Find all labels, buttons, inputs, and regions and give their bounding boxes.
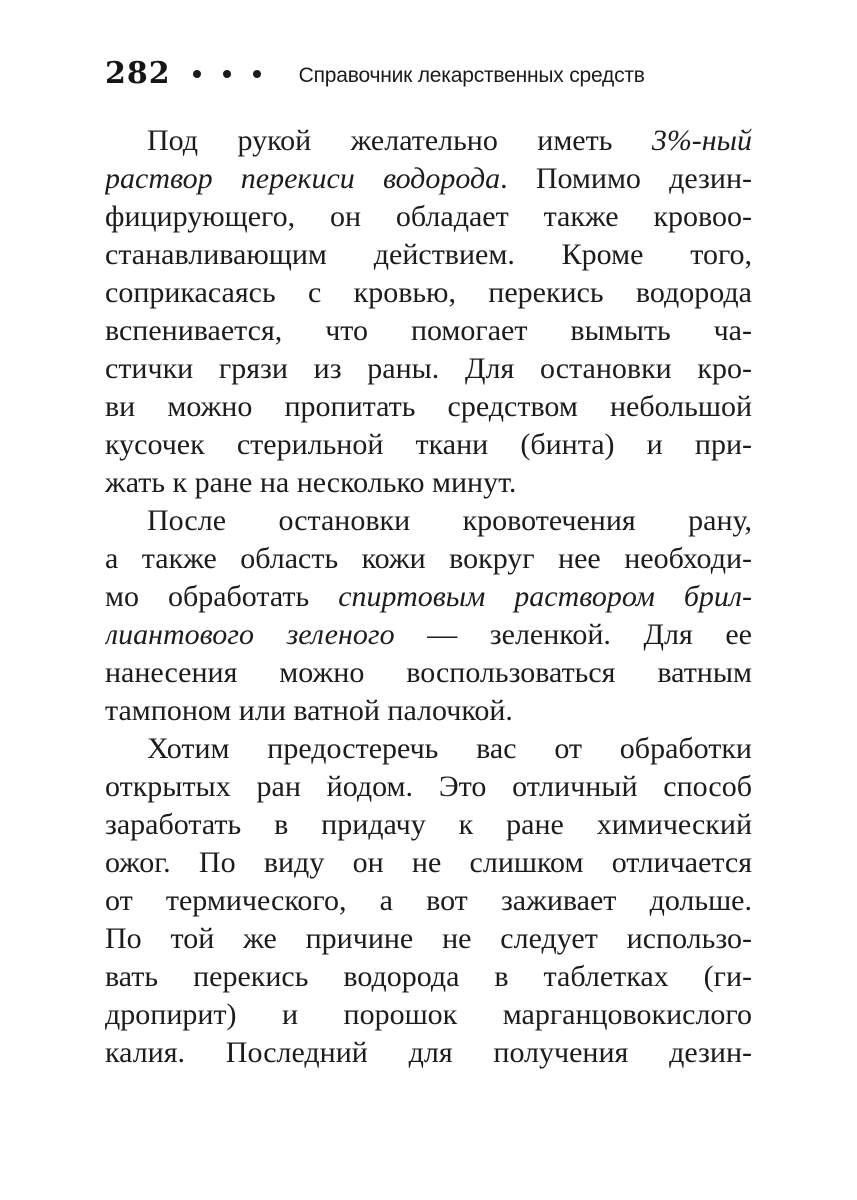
text-line	[105, 882, 752, 920]
bullet-dot-icon	[223, 70, 231, 78]
italic-text-segment: раствор перекиси водорода	[105, 162, 501, 195]
text-segment: вспенивается, что помогает вымыть ча-	[105, 314, 752, 347]
italic-text-segment: лиантового зеленого	[105, 618, 395, 651]
text-segment: По той же причине не следует использо-	[105, 922, 752, 955]
text-segment: дропирит) и порошок марганцовокислого	[105, 998, 752, 1031]
text-line	[105, 312, 752, 350]
text-segment: мо обработать	[105, 580, 339, 613]
bullet-dot-icon	[193, 70, 201, 78]
page-body	[105, 122, 752, 1072]
text-line	[105, 236, 752, 274]
text-line	[105, 540, 752, 578]
text-line	[105, 160, 752, 198]
paragraph	[105, 502, 752, 730]
italic-text-segment: спиртовым раствором брил-	[338, 580, 752, 613]
text-segment: стички грязи из раны. Для остановки кро-	[105, 352, 752, 385]
text-segment: а также область кожи вокруг нее необходи-	[105, 542, 752, 575]
header-bullets-icon	[193, 70, 283, 78]
text-line	[105, 996, 752, 1034]
text-segment: заработать в придачу к ране химический	[105, 808, 752, 841]
paragraph	[105, 730, 752, 1072]
text-line	[105, 654, 752, 692]
text-segment: тампоном или ватной палочкой.	[105, 694, 513, 727]
text-segment: кусочек стерильной ткани (бинта) и при-	[105, 428, 752, 461]
text-line	[105, 1034, 752, 1072]
text-segment: нанесения можно воспользоваться ватным	[105, 656, 752, 689]
book-title: Справочник лекарственных средств	[298, 63, 645, 87]
text-line	[105, 578, 752, 616]
text-line	[105, 616, 752, 654]
text-line	[105, 350, 752, 388]
text-segment: станавливающим действием. Кроме того,	[105, 238, 752, 271]
text-line	[105, 122, 752, 160]
text-line	[105, 730, 752, 768]
text-segment: фицирующего, он обладает также кровоо-	[105, 200, 752, 233]
text-line	[105, 502, 752, 540]
text-line	[105, 198, 752, 236]
text-line	[105, 426, 752, 464]
text-line	[105, 388, 752, 426]
text-segment: ви можно пропитать средством небольшой	[105, 390, 752, 423]
text-segment: жать к ране на несколько минут.	[105, 466, 517, 499]
text-segment: Хотим предостеречь вас от обработки	[147, 732, 752, 765]
text-segment: открытых ран йодом. Это отличный способ	[105, 770, 752, 803]
bullet-dot-icon	[253, 70, 261, 78]
text-line	[105, 274, 752, 312]
text-segment: . Помимо дезин-	[500, 162, 752, 195]
text-segment: Под рукой желательно иметь	[147, 124, 652, 157]
text-segment: соприкасаясь с кровью, перекись водорода	[105, 276, 752, 309]
text-segment: от термического, а вот заживает дольше.	[105, 884, 752, 917]
text-line	[105, 768, 752, 806]
text-line	[105, 464, 752, 502]
text-segment: калия. Последний для получения дезин-	[105, 1036, 752, 1069]
text-segment: ожог. По виду он не слишком отличается	[105, 846, 752, 879]
italic-text-segment: 3%-ный	[651, 124, 752, 157]
page-number: 282	[105, 56, 171, 91]
text-line	[105, 920, 752, 958]
text-line	[105, 806, 752, 844]
paragraph	[105, 122, 752, 502]
text-line	[105, 844, 752, 882]
text-segment: вать перекись водорода в таблетках (ги-	[105, 960, 752, 993]
text-line	[105, 692, 752, 730]
page-header	[105, 56, 752, 92]
text-segment: После остановки кровотечения рану,	[147, 504, 752, 537]
text-line	[105, 958, 752, 996]
text-segment: — зеленкой. Для ее	[394, 618, 752, 651]
